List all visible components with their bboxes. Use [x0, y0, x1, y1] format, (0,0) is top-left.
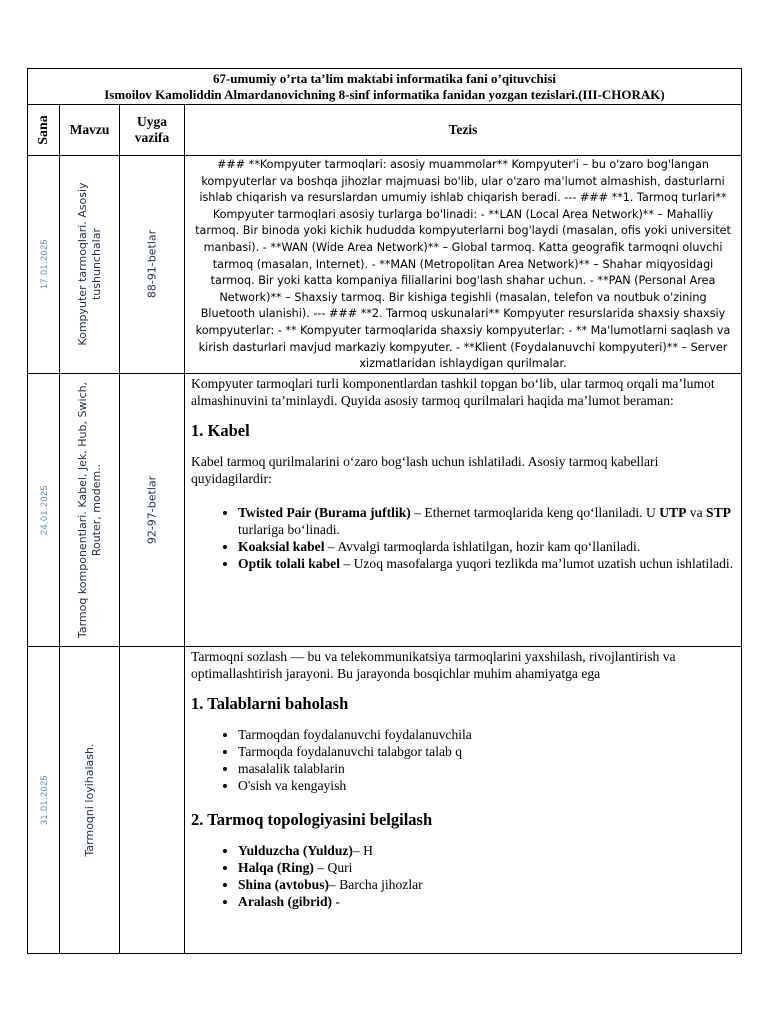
tezis-cell [185, 646, 742, 953]
tezis-heading: 1. Kabel [191, 420, 250, 440]
tezis-intro: Kompyuter tarmoqlari turli komponentlardan tashkil topgan bo‘lib, ular tarmoq orqali ma’lumot almashinuvini ta’minlaydi. Quyida asosiy tarmoq qurilmalari haqida ma’lumot beraman: [191, 375, 715, 408]
tezis-cell [185, 373, 742, 646]
mavzu-cell [60, 156, 120, 374]
cable-list [191, 504, 735, 572]
document-title [28, 69, 742, 105]
list-item: • Halqa (Ring) – Quri [238, 859, 735, 876]
requirements-list [191, 726, 735, 794]
tezis-table [27, 68, 742, 954]
list-item: • Optik tolali kabel – Uzoq masofalarga yuqori tezlikda ma’lumot uzatish uchun ishlatiladi. [238, 555, 735, 572]
list-item: • Shina (avtobus)– Barcha jihozlar [238, 876, 735, 893]
uyga-cell [120, 156, 185, 374]
tezis-cell [185, 156, 742, 374]
mavzu-cell [60, 646, 120, 953]
date-text: 17.01.2025 [38, 239, 49, 290]
header-tezis: Tezis [185, 105, 742, 156]
tezis-intro: Tarmoqni sozlash — bu va telekommunikatsiya tarmoqlarini yaxshilash, rivojlantirish va optimallashtirish jarayoni. Bu jarayonda bosqichlar muhim ahamiyatga ega [191, 648, 676, 681]
list-item: • O'sish va kengayish [238, 777, 735, 794]
mavzu-text: Kompyuter tarmoqlari. Asosiy tushunchalar [75, 182, 103, 346]
tezis-heading: 1. Talablarni baholash [191, 693, 349, 713]
list-item: • Koaksial kabel – Avvalgi tarmoqlarda ishlatilgan, hozir kam qo‘llaniladi. [238, 538, 735, 555]
uyga-text: 88-91-betlar [145, 230, 159, 299]
tezis-heading: 2. Tarmoq topologiyasini belgilash [191, 809, 433, 829]
uyga-cell [120, 373, 185, 646]
title-line-2: Ismoilov Kamoliddin Almardanovichning 8-sinf informatika fanidan yozgan tezislari.(III-CHORAK) [104, 86, 665, 102]
title-line-1: 67-umumiy o’rta ta’lim maktabi informatika fani o’qituvchisi [212, 70, 557, 86]
date-cell [28, 156, 60, 374]
date-text: 31.01.2025 [38, 774, 49, 825]
table-row [28, 646, 742, 953]
uyga-text: 92-97-betlar [145, 475, 159, 544]
mavzu-text: Tarmoqni loyihalash. [82, 743, 96, 857]
date-cell [28, 646, 60, 953]
list-item: • masalalik talablarin [238, 760, 735, 777]
tezis-text: ### **Kompyuter tarmoqlari: asosiy muammolar** Kompyuter'i – bu o'zaro bog'langan kompyuterlar va boshqa jihozlar majmuasi bo'lib, ular o'zaro ma'lumot almashish, dasturlarni ishlab chiqarish va resurslardan umumiy ishlab chiqarish beradi. --- ### **1. Tarmoq turlari** Kompyuter tarmoqlari asosiy turlarga bo'linadi: - **LAN (Local Area Network)** – Mahalliy tarmoq. Bir binoda yoki kichik hududda kompyuterlarni bog'laydi (masalan, ofis yoki universitet manbasi). - **WAN (Wide Area Network)** – Global tarmoq. Katta geografik tarmoqni oluvchi tarmoq (masalan, Internet). - **MAN (Metropolitan Area Network)** – Shahar miqyosidagi tarmoq. Bir yoki katta kompaniya filiallarini bog'lash shahar uchun. - **PAN (Personal Area Network)** – Shaxsiy tarmoq. Bir kishiga tegishli (masalan, telefon va noutbuk o'zining Bluetooth ulanishi). --- ### **2. Tarmoq uskunalari** Kompyuter resurslarida shaxsiy shaxsiy kompyuterlar: - ** Kompyuter tarmoqlarida shaxsiy kompyuterlar: - ** Ma'lumotlarni saqlash va kirish dasturlari mavjud markaziy kompyuter. - **Klient (Foydalanuvchi kompyuteri)** – Server xizmatlaridan ishlaydigan qurilmalar. [195, 158, 731, 371]
list-item: • Twisted Pair (Burama juftlik) – Ethernet tarmoqlarida keng qo‘llaniladi. U UTP va STP turlariga bo‘linadi. [238, 504, 735, 538]
table-row [28, 156, 742, 374]
uyga-cell [120, 646, 185, 953]
mavzu-cell [60, 373, 120, 646]
header-mavzu: Mavzu [60, 105, 120, 156]
mavzu-text: Tarmoq komponentlari. Kabel, Jek, Hub, Swich, Router, modem.. [75, 381, 103, 638]
table-row [28, 373, 742, 646]
tezis-paragraph: Kabel tarmoq qurilmalarini o‘zaro bog‘lash uchun ishlatiladi. Asosiy tarmoq kabellari quyidagilardir: [191, 453, 659, 486]
header-uyga-vazifa: Uyga vazifa [120, 105, 185, 156]
list-item: • Tarmoqda foydalanuvchi talabgor talab q [238, 743, 735, 760]
header-sana: Sana [28, 105, 60, 156]
list-item: • Tarmoqdan foydalanuvchi foydalanuvchila [238, 726, 735, 743]
date-text: 24.01.2025 [38, 484, 49, 535]
list-item: • Yulduzcha (Yulduz)– H [238, 842, 735, 859]
date-cell [28, 373, 60, 646]
topology-list [191, 842, 735, 910]
list-item: • Aralash (gibrid) - [238, 893, 735, 910]
